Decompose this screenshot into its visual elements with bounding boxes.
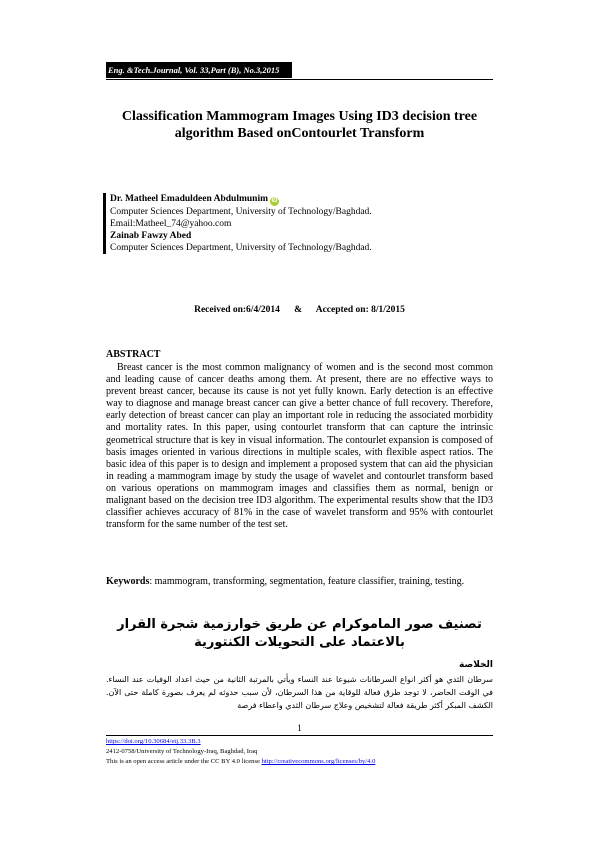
title-line-1: Classification Mammogram Images Using ID3 decision tree (121, 109, 478, 124)
footer (106, 737, 493, 767)
page-number: 1 (297, 723, 302, 733)
author-1-affiliation: Computer Sciences Department, University of Technology/Baghdad. (110, 207, 372, 217)
submission-dates: Received on:6/4/2014 & Accepted on: 8/1/2015 (194, 305, 405, 315)
abstract-text: Breast cancer is the most common malignancy of women and is the second most common and leading cause of cancer deaths among them. At present, there are no effective ways to prevent breast cancer, because its cause is not yet fully known. Early detection is an effective way to diagnose and manage breast cancer can give a better chance of full recovery. Therefore, early detection of breast cancer can play an important role in reducing the associated morbidity and mortality rates. In this paper, using contourlet transform that can capture the intrinsic geometrical structure that is key in visual information. The contourlet expansion is composed of basis images oriented in various directions in multiple scales, with flexible aspect ratios. The basic idea of this paper is to design and implement a proposed system that can aid the physician in reading a mammogram image by study the usage of wavelet and contourlet transform based on various operations on mammogram images and classifies them as normal, benign or malignant based on the decision tree ID3 algorithm. The experimental results show that the ID3 classifier achieves accuracy of 81% in the case of wavelet transform and 95% with contourlet transform for the same number of the test set. (106, 362, 493, 531)
license-text: This is an open access article under the CC BY 4.0 license (106, 758, 262, 765)
issn-line: 2412-0758/University of Technology-Iraq, Baghdad, Iraq (106, 748, 258, 755)
keywords (106, 576, 493, 588)
orcid-icon[interactable]: iD (271, 198, 278, 204)
doi-link[interactable]: https://doi.org/10.30684/etj.33.3B.3 (106, 738, 201, 745)
author-1-email: Email:Matheel_74@yahoo.com (110, 219, 232, 229)
keywords-text: : mammogram, transforming, segmentation, feature classifier, training, testing. (149, 576, 465, 587)
arabic-abstract-heading: الخلاصة (459, 660, 493, 670)
title-line-2: algorithm Based onContourlet Transform (174, 126, 425, 141)
arabic-abstract-text: سرطان الثدي هو أكثر انواع السرطانات شيوعا عند النساء ويأتي بالمرتبة الثانية من حيث اعداد الوفيات عند النساء. في الوقت الحاضر، لا توجد طرق فعالة للوقاية من هذا السرطان، لأن سبب حدوثه لم يعرف بصورة كاملة حتى الآن. الكشف المبكر أكثر طريقة فعالة لتشخيص وعلاج سرطان الثدي واعطاء فرصة (106, 675, 493, 710)
author-2-name: Zainab Fawzy Abed (110, 231, 192, 241)
keywords-label: Keywords (106, 576, 150, 587)
author-2-affiliation: Computer Sciences Department, University of Technology/Baghdad. (110, 243, 372, 253)
header-divider (106, 79, 493, 80)
abstract-heading: ABSTRACT (106, 349, 161, 360)
footer-divider (106, 735, 493, 736)
journal-header (106, 62, 292, 78)
arabic-title: تصنيف صور الماموكرام عن طريق خوارزمية شجرة القرار بالاعتماد على التحويلات الكنتورية (117, 617, 482, 650)
author-1-name: Dr. Matheel Emaduldeen Abdulmunim (110, 194, 269, 204)
journal-citation: Eng. &Tech.Journal, Vol. 33,Part (B), No.3,2015 (108, 65, 280, 75)
author-block (103, 193, 493, 254)
license-link[interactable]: http://creativecommons.org/licenses/by/4.0 (261, 758, 376, 765)
paper-title (106, 108, 493, 142)
license-line (106, 757, 493, 767)
